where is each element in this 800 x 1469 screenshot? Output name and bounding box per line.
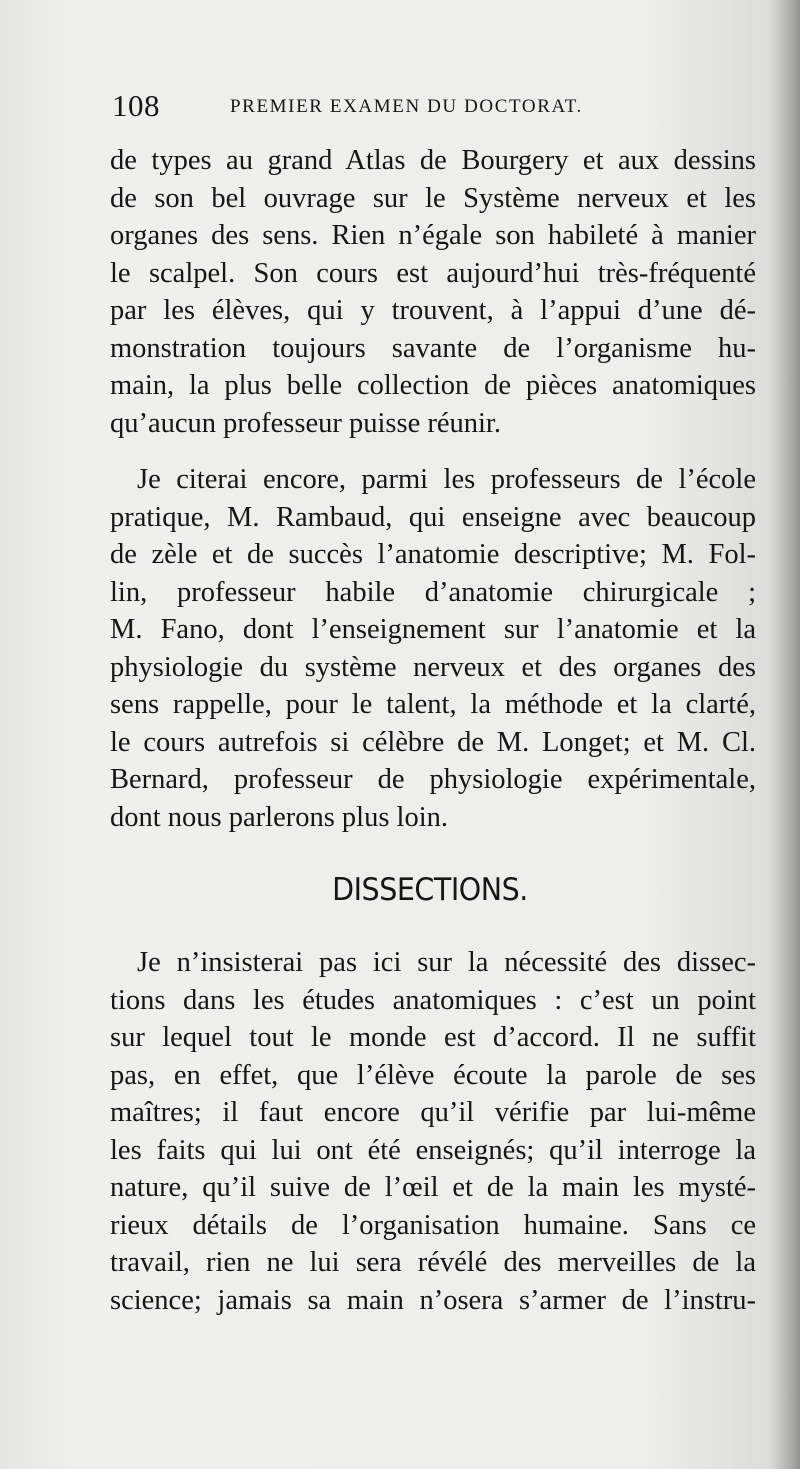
text-line: le cours autrefois si célèbre de M. Longet; et M. Cl. [110, 726, 756, 758]
section-heading: DISSECTIONS. [332, 872, 528, 908]
page-number: 108 [112, 88, 160, 123]
text-line: physiologie du système nerveux et des organes des [110, 651, 756, 683]
paragraph-1 [110, 142, 756, 442]
text-line: tions dans les études anatomiques : c’est un point [110, 984, 756, 1016]
text-line: sens rappelle, pour le talent, la méthode et la clarté, [110, 689, 756, 720]
page-header [112, 88, 712, 128]
page-gutter-shadow [770, 0, 800, 1469]
text-line: qu’aucun professeur puisse réunir. [110, 407, 501, 439]
paragraph-3 [110, 944, 756, 1319]
text-line: les faits qui lui ont été enseignés; qu’il interroge la [110, 1134, 756, 1166]
paragraph-2 [110, 461, 756, 836]
text-line: le scalpel. Son cours est aujourd’hui très-fréquenté [110, 257, 756, 289]
text-line: Je n’insisterai pas ici sur la nécessité des dissec- [137, 947, 756, 978]
text-line: monstration toujours savante de l’organisme hu- [110, 332, 756, 364]
text-line: par les élèves, qui y trouvent, à l’appui d’une dé- [110, 295, 756, 326]
text-line: de son bel ouvrage sur le Système nerveux et les [110, 182, 756, 214]
text-line: travail, rien ne lui sera révélé des merveilles de la [110, 1247, 756, 1278]
text-line: de zèle et de succès l’anatomie descriptive; M. Fol- [110, 539, 756, 570]
text-line: rieux détails de l’organisation humaine. Sans ce [110, 1209, 756, 1241]
running-title: PREMIER EXAMEN DU DOCTORAT. [230, 96, 583, 117]
text-line: science; jamais sa main n’osera s’armer de l’instru- [110, 1284, 756, 1316]
text-line: dont nous parlerons plus loin. [110, 801, 449, 833]
text-line: de types au grand Atlas de Bourgery et aux dessins [110, 145, 756, 176]
text-line: pratique, M. Rambaud, qui enseigne avec beaucoup [110, 501, 756, 533]
text-line: main, la plus belle collection de pièces anatomiques [110, 370, 756, 401]
text-line: lin, professeur habile d’anatomie chirurgicale ; [110, 576, 756, 608]
text-line: sur lequel tout le monde est d’accord. Il ne suffit [110, 1022, 756, 1053]
text-line: Bernard, professeur de physiologie expérimentale, [110, 764, 756, 795]
text-line: Je citerai encore, parmi les professeurs de l’école [137, 464, 756, 495]
text-line: nature, qu’il suive de l’œil et de la main les mysté- [110, 1172, 756, 1203]
text-line: maîtres; il faut encore qu’il vérifie par lui-même [110, 1097, 756, 1128]
text-line: pas, en effet, que l’élève écoute la parole de ses [110, 1059, 756, 1091]
text-line: M. Fano, dont l’enseignement sur l’anatomie et la [110, 614, 756, 645]
text-line: organes des sens. Rien n’égale son habileté à manier [110, 220, 756, 251]
